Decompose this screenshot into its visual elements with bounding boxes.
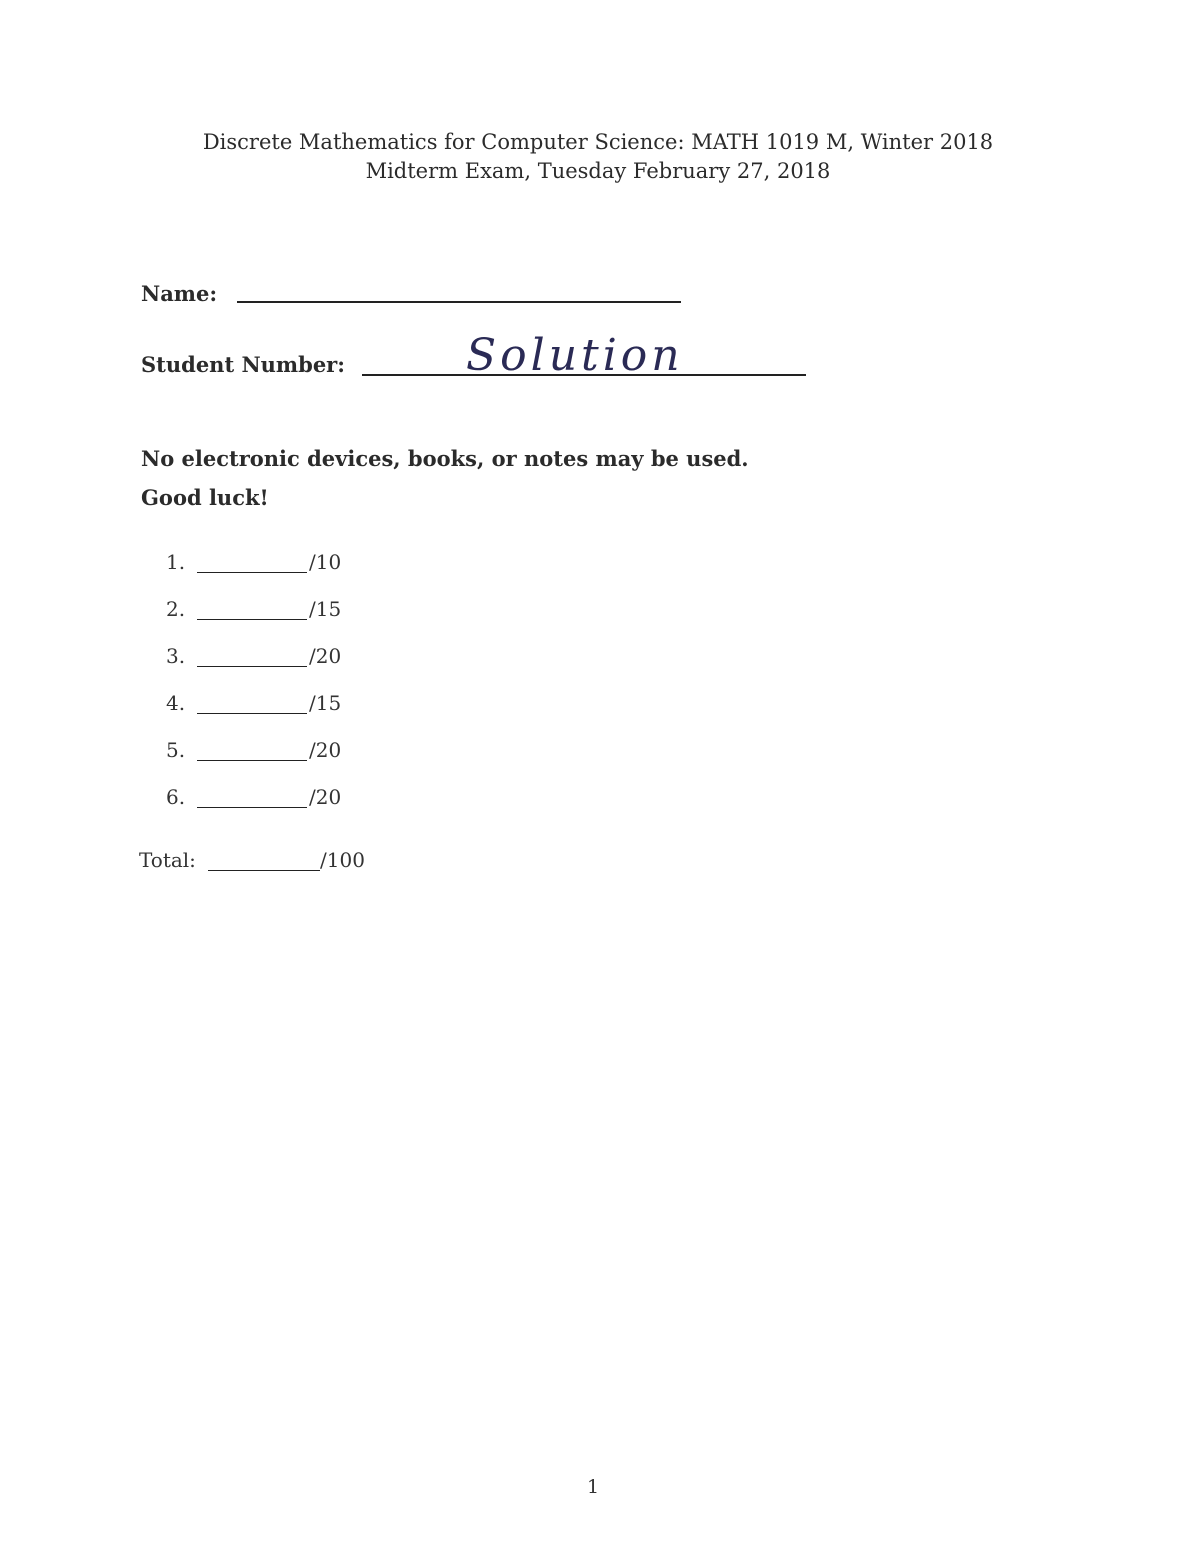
question-max-points: /20 <box>309 644 342 668</box>
question-number: 5. <box>166 738 186 762</box>
name-label: Name: <box>141 281 218 306</box>
score-blank[interactable] <box>197 572 307 573</box>
exam-header <box>0 128 1196 186</box>
question-number: 6. <box>166 785 186 809</box>
score-blank[interactable] <box>197 807 307 808</box>
question-number: 3. <box>166 644 186 668</box>
total-label: Total: <box>139 848 196 872</box>
instructions-text: No electronic devices, books, or notes may be used. <box>141 446 749 471</box>
student-number-handwritten-value: Solution <box>466 330 684 381</box>
question-number: 4. <box>166 691 186 715</box>
score-blank[interactable] <box>197 760 307 761</box>
question-number: 2. <box>166 597 186 621</box>
page-number: 1 <box>586 1476 600 1498</box>
question-max-points: /15 <box>309 691 342 715</box>
question-number: 1. <box>166 550 186 574</box>
question-max-points: /15 <box>309 597 342 621</box>
name-field[interactable] <box>237 301 681 303</box>
score-blank[interactable] <box>197 619 307 620</box>
total-blank[interactable] <box>208 870 320 871</box>
total-max-points: /100 <box>320 848 365 872</box>
question-max-points: /10 <box>309 550 342 574</box>
student-number-label: Student Number: <box>141 352 346 377</box>
score-blank[interactable] <box>197 713 307 714</box>
question-max-points: /20 <box>309 738 342 762</box>
course-title: Discrete Mathematics for Computer Science: MATH 1019 M, Winter 2018 <box>202 130 994 154</box>
question-max-points: /20 <box>309 785 342 809</box>
good-luck-text: Good luck! <box>141 485 269 510</box>
score-blank[interactable] <box>197 666 307 667</box>
exam-subtitle: Midterm Exam, Tuesday February 27, 2018 <box>365 159 831 183</box>
